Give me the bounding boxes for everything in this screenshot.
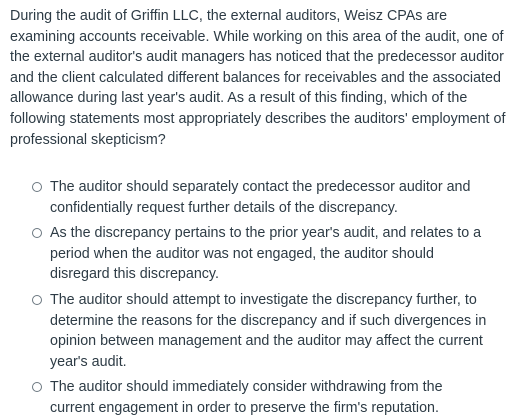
- answer-option-1[interactable]: [32, 177, 502, 218]
- radio-button-1[interactable]: [32, 182, 42, 192]
- question-text: During the audit of Griffin LLC, the external auditors, Weisz CPAs are examining accounts receivable. While working on this area of the audit, one of the external auditor's audit managers has noticed that the predecessor auditor and the client calculated different balances for receivables and the associated allowance during last year's audit. As a result of this finding, which of the following statements most appropriately describes the auditors' employment of professional skepticism?: [10, 8, 506, 148]
- answer-option-4[interactable]: [32, 377, 502, 418]
- answer-list: [32, 177, 502, 419]
- answer-option-2[interactable]: [32, 223, 502, 285]
- answer-label-3[interactable]: The auditor should attempt to investigate the discrepancy further, to determine the reasons for the discrepancy and if such divergences in opinion between management and the auditor may affect the current year's audit.: [50, 291, 487, 370]
- answer-option-3[interactable]: [32, 290, 502, 372]
- radio-button-3[interactable]: [32, 295, 42, 305]
- answer-label-4[interactable]: The auditor should immediately consider withdrawing from the current engagement in order to preserve the firm's reputation.: [50, 379, 443, 416]
- answer-label-1[interactable]: The auditor should separately contact the predecessor auditor and confidentially request further details of the discrepancy.: [50, 179, 471, 216]
- answer-label-2[interactable]: As the discrepancy pertains to the prior year's audit, and relates to a period when the auditor was not engaged, the auditor should disregard this discrepancy.: [50, 225, 482, 283]
- radio-button-2[interactable]: [32, 228, 42, 238]
- radio-button-4[interactable]: [32, 382, 42, 392]
